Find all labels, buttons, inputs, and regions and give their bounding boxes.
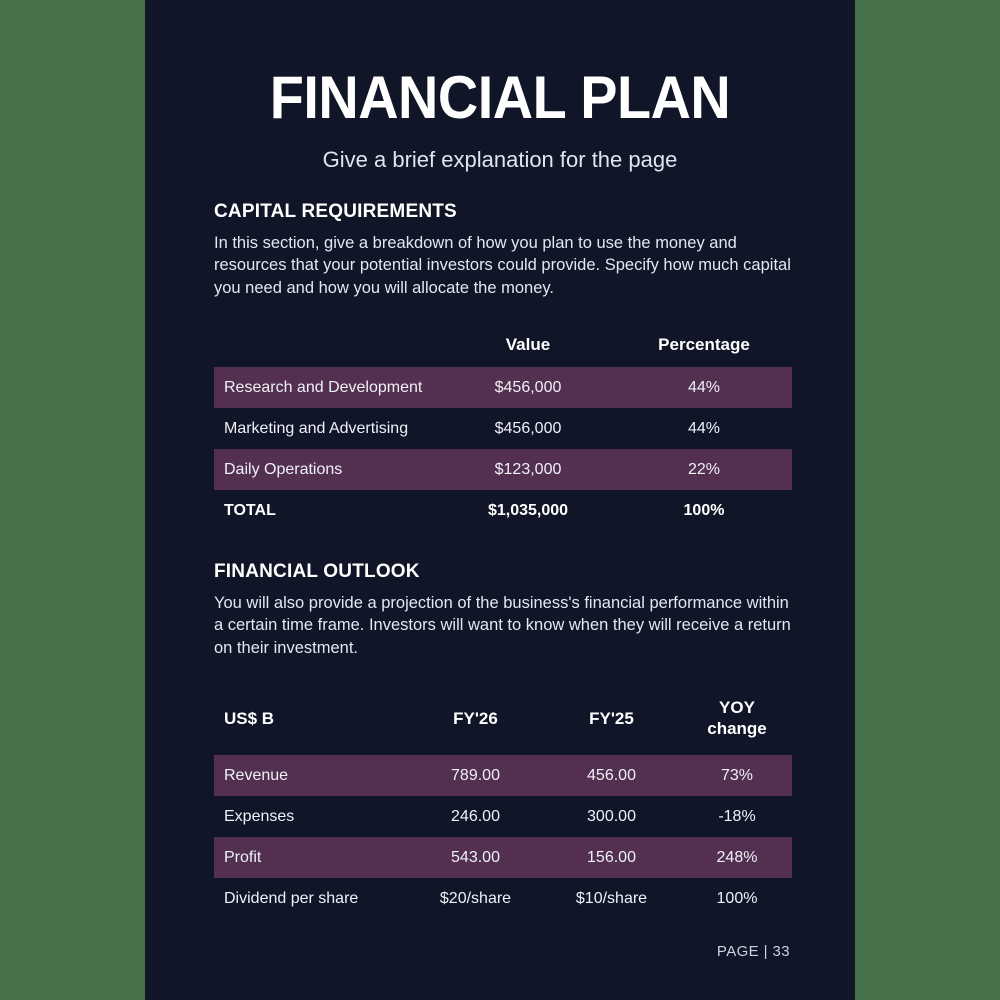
row-label: Marketing and Advertising: [224, 419, 409, 437]
row-percentage: 44%: [687, 419, 721, 437]
row-value: $123,000: [494, 460, 562, 478]
row-label: Research and Development: [224, 378, 423, 396]
row-label: Profit: [224, 848, 262, 866]
column-header-yoy-line1: YOY: [719, 698, 755, 717]
column-header-fy25: FY'25: [589, 708, 634, 728]
row-fy25: 156.00: [587, 848, 636, 866]
table-total-row: [214, 490, 792, 531]
table-row: [214, 837, 792, 878]
table-header-row: [214, 327, 792, 361]
row-fy25: 300.00: [587, 807, 636, 825]
page-title: FINANCIAL PLAN: [269, 64, 731, 131]
table-row: [214, 878, 792, 919]
column-header-value: Value: [505, 334, 551, 354]
row-label: Revenue: [224, 766, 289, 784]
column-header-percentage: Percentage: [658, 334, 750, 354]
row-fy26: 246.00: [451, 807, 500, 825]
row-percentage: 22%: [687, 460, 721, 478]
table-row: [214, 449, 792, 490]
table-header-row: [214, 687, 792, 749]
row-fy25: $10/share: [575, 889, 648, 907]
row-yoy: 100%: [716, 889, 758, 907]
page-number-footer: PAGE | 33: [716, 943, 790, 960]
financial-outlook-body: You will also provide a projection of the business's financial performance within a certain time frame. Investors will want to know when they will receive a return on their investment.: [214, 594, 791, 657]
table-row: [214, 367, 792, 408]
row-value: $456,000: [494, 378, 562, 396]
capital-requirements-table: [214, 327, 792, 531]
column-header-units: US$ B: [224, 708, 275, 728]
total-label: TOTAL: [224, 501, 276, 519]
row-yoy: -18%: [718, 807, 756, 825]
page-subtitle: Give a brief explanation for the page: [322, 147, 678, 172]
total-percentage: 100%: [683, 501, 725, 519]
capital-requirements-body: In this section, give a breakdown of how you plan to use the money and resources that your potential investors could provide. Specify how much capital you need and how you will allocate the money.: [214, 234, 791, 297]
row-fy26: $20/share: [439, 889, 512, 907]
table-row: [214, 755, 792, 796]
column-header-yoy-change: [682, 697, 792, 739]
row-value: $456,000: [494, 419, 562, 437]
column-header-yoy-line2: change: [707, 719, 767, 738]
table-row: [214, 408, 792, 449]
total-value: $1,035,000: [487, 501, 569, 519]
column-header-fy26: FY'26: [453, 708, 498, 728]
row-label: Dividend per share: [224, 889, 359, 907]
table-row: [214, 796, 792, 837]
capital-requirements-heading: CAPITAL REQUIREMENTS: [214, 201, 457, 222]
row-yoy: 248%: [716, 848, 758, 866]
financial-outlook-table: [214, 687, 792, 919]
financial-outlook-heading: FINANCIAL OUTLOOK: [214, 561, 420, 582]
row-fy26: 543.00: [451, 848, 500, 866]
row-fy25: 456.00: [587, 766, 636, 784]
row-label: Expenses: [224, 807, 295, 825]
row-percentage: 44%: [687, 378, 721, 396]
row-fy26: 789.00: [451, 766, 500, 784]
slide: [145, 0, 855, 1000]
row-label: Daily Operations: [224, 460, 343, 478]
row-yoy: 73%: [720, 766, 754, 784]
